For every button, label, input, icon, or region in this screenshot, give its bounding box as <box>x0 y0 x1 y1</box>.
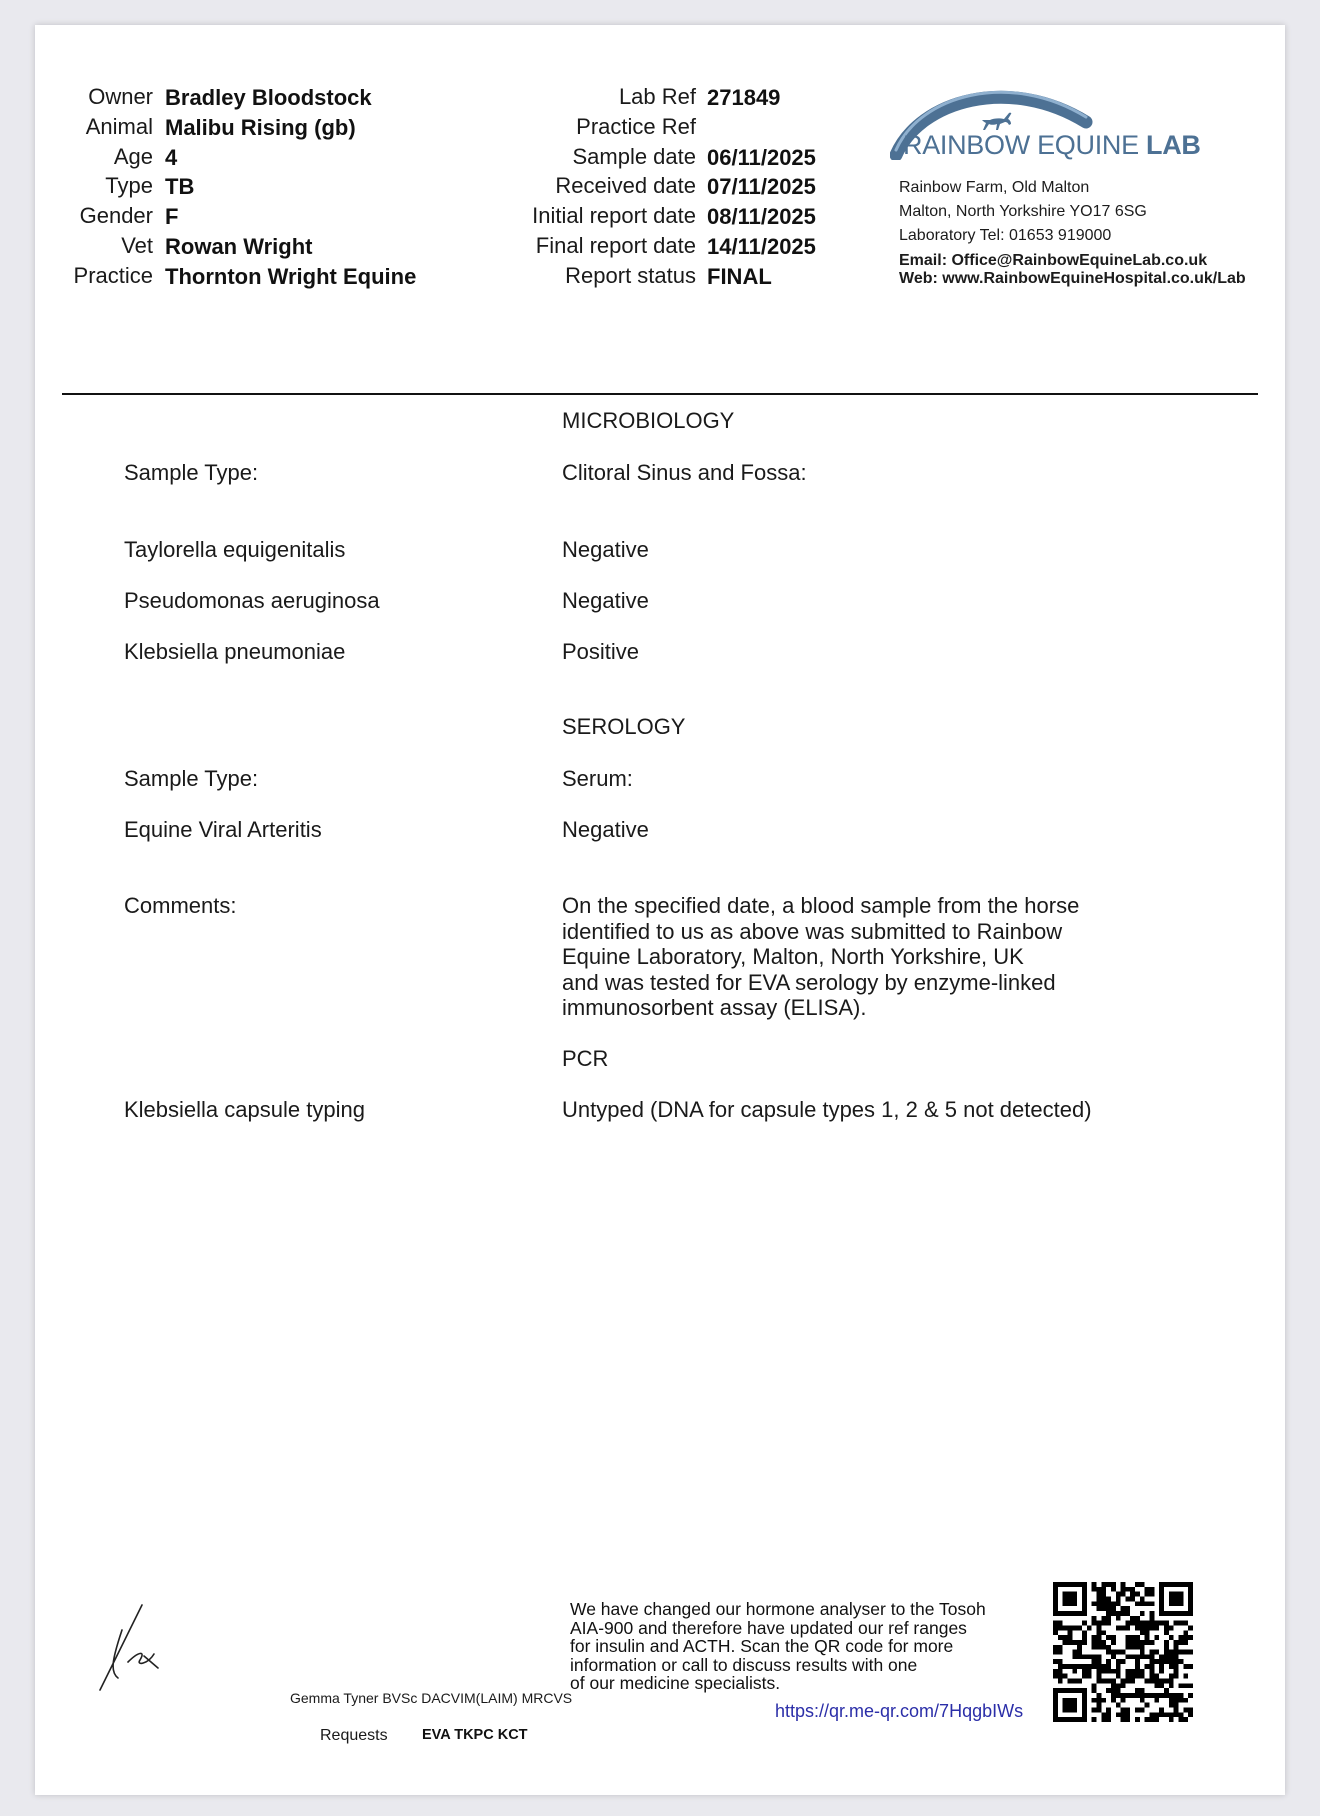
result-value: Negative <box>562 588 649 613</box>
signature-icon <box>92 1600 172 1695</box>
analyser-notice <box>570 1600 1040 1693</box>
result-value: Negative <box>562 537 649 562</box>
result-value: Positive <box>562 639 640 664</box>
micro-sample-type-value: Clitoral Sinus and Fossa: <box>562 460 807 485</box>
result-name: Klebsiella capsule typing <box>124 1097 365 1122</box>
signatory-name: Gemma Tyner BVSc DACVIM(LAIM) MRCVS <box>290 1690 573 1706</box>
gender-value: F <box>165 204 179 229</box>
type-label: Type <box>105 173 153 198</box>
comment-line: Equine Laboratory, Malton, North Yorkshire, UK <box>562 944 1024 969</box>
lab-address-2: Malton, North Yorkshire YO17 6SG <box>899 203 1147 220</box>
notice-line: information or call to discuss results with one <box>570 1654 918 1675</box>
practice-value: Thornton Wright Equine <box>165 264 417 289</box>
received-date-value: 07/11/2025 <box>707 174 816 199</box>
initial-report-date-label: Initial report date <box>532 203 696 228</box>
requests-label: Requests <box>320 1727 388 1744</box>
lab-tel: Laboratory Tel: 01653 919000 <box>899 227 1112 244</box>
notice-line: for insulin and ACTH. Scan the QR code for more <box>570 1636 954 1657</box>
owner-value: Bradley Bloodstock <box>165 85 372 110</box>
horse-icon <box>982 113 1011 130</box>
lab-address-1: Rainbow Farm, Old Malton <box>899 179 1090 196</box>
notice-line: We have changed our hormone analyser to the Tosoh <box>570 1599 986 1619</box>
final-report-date-value: 14/11/2025 <box>707 234 816 259</box>
result-name: Klebsiella pneumoniae <box>124 639 346 664</box>
practice-label: Practice <box>73 263 153 288</box>
initial-report-date-value: 08/11/2025 <box>707 204 816 229</box>
owner-label: Owner <box>88 84 153 109</box>
lab-logo-bold: LAB <box>1146 130 1201 160</box>
comments-label: Comments: <box>124 893 237 918</box>
micro-sample-type-label: Sample Type: <box>124 460 259 485</box>
age-value: 4 <box>165 145 178 170</box>
sero-sample-type-label: Sample Type: <box>124 766 259 791</box>
requests-value: EVA TKPC KCT <box>422 1727 528 1743</box>
report-status-value: FINAL <box>707 264 772 289</box>
result-name: Equine Viral Arteritis <box>124 817 322 842</box>
qr-code-icon[interactable] <box>1053 1582 1193 1722</box>
vet-value: Rowan Wright <box>165 234 313 259</box>
sample-date-label: Sample date <box>572 144 696 169</box>
lab-email: Email: Office@RainbowEquineLab.co.uk <box>899 252 1208 269</box>
result-name: Taylorella equigenitalis <box>124 537 346 562</box>
comment-line: immunosorbent assay (ELISA). <box>562 995 867 1020</box>
lab-ref-label: Lab Ref <box>618 84 696 109</box>
lab-ref-value: 271849 <box>707 85 781 110</box>
serology-title: SEROLOGY <box>562 714 686 739</box>
comments-text <box>562 893 1122 1021</box>
lab-web: Web: www.RainbowEquineHospital.co.uk/Lab <box>899 270 1246 287</box>
notice-line: of our medicine specialists. <box>570 1673 781 1694</box>
notice-line: AIA-900 and therefore have updated our ref ranges <box>570 1617 967 1638</box>
comment-line: identified to us as above was submitted to Rainbow <box>562 918 1063 944</box>
sample-date-value: 06/11/2025 <box>707 145 816 170</box>
pcr-title: PCR <box>562 1046 609 1071</box>
comment-line: On the specified date, a blood sample from the horse <box>562 893 1080 918</box>
report-status-label: Report status <box>565 263 696 288</box>
received-date-label: Received date <box>555 173 696 198</box>
header-divider <box>62 393 1258 395</box>
microbiology-title: MICROBIOLOGY <box>562 408 735 433</box>
animal-label: Animal <box>85 114 153 139</box>
qr-link[interactable]: https://qr.me-qr.com/7HqgbIWs <box>775 1701 1024 1721</box>
result-value: Negative <box>562 817 649 842</box>
gender-label: Gender <box>79 203 153 228</box>
age-label: Age <box>113 144 153 169</box>
result-name: Pseudomonas aeruginosa <box>124 588 380 613</box>
lab-logo-wordmark <box>903 130 1201 161</box>
comment-line: and was tested for EVA serology by enzyme-linked <box>562 969 1056 995</box>
animal-value: Malibu Rising (gb) <box>165 115 356 140</box>
sero-sample-type-value: Serum: <box>562 766 633 791</box>
type-value: TB <box>165 174 195 199</box>
lab-logo-name: RAINBOW EQUINE <box>903 130 1139 160</box>
vet-label: Vet <box>121 233 153 258</box>
final-report-date-label: Final report date <box>535 233 696 258</box>
practice-ref-label: Practice Ref <box>576 114 696 139</box>
result-value: Untyped (DNA for capsule types 1, 2 & 5 not detected) <box>562 1097 1092 1122</box>
